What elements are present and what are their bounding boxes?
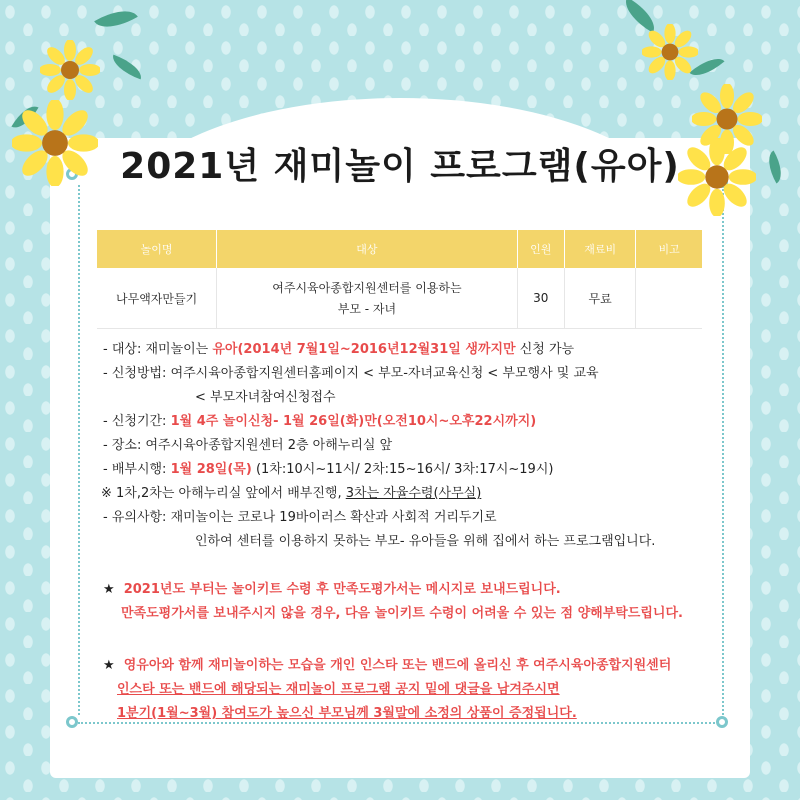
info-method-line2: < 부모자녀참여신청접수 (195, 390, 336, 405)
dotted-border-right (722, 185, 724, 715)
cell-program-name: 나무액자만들기 (97, 268, 217, 329)
notice2-text1: 영유아와 함께 재미놀이하는 모습을 개인 인스타 또는 밴드에 올리신 후 여주시육아종합지원센터 (123, 658, 672, 673)
info-period-highlight: 1월 4주 놀이신청- 1월 26일(화)만(오전10시~오후22시까지) (170, 414, 537, 429)
info-period (103, 410, 536, 429)
info-period-label: - 신청기간: (103, 414, 171, 429)
info-note-a: ※ 1차,2차는 아해누리실 앞에서 배부진행, (101, 486, 346, 501)
cell-target (217, 268, 517, 329)
info-dist-highlight: 1월 28일(목) (170, 462, 252, 477)
header-name: 놀이명 (97, 230, 217, 268)
cell-target-line2: 부모 - 자녀 (337, 302, 397, 316)
info-method: - 신청방법: 여주시육아종합지원센터홈페이지 < 부모-자녀교육신청 < 부모행사 및 교육 (103, 366, 599, 381)
header-fee: 재료비 (564, 230, 635, 268)
info-dist-tail: (1차:10시~11시/ 2차:15~16시/ 3차:17시~19시) (251, 462, 554, 477)
star-icon: ★ (103, 658, 115, 673)
header-target: 대상 (217, 230, 517, 268)
info-target (103, 338, 574, 357)
cell-note (636, 268, 702, 329)
leaf-decoration (94, 1, 138, 37)
cell-fee: 무료 (564, 268, 635, 329)
notice2-line2: 인스타 또는 밴드에 해당되는 재미놀이 프로그램 공지 밑에 댓글을 남겨주시면 (117, 682, 560, 697)
notice2-line1 (103, 654, 671, 673)
header-count: 인원 (517, 230, 564, 268)
ring-ornament (716, 716, 728, 728)
leaf-decoration (109, 55, 146, 80)
info-target-label: - 대상: 재미놀이는 (103, 342, 213, 357)
header-note: 비고 (636, 230, 702, 268)
sunflower-icon (40, 40, 100, 100)
cell-count: 30 (517, 268, 564, 329)
star-icon: ★ (103, 582, 115, 597)
cell-target-line1: 여주시육아종합지원센터를 이용하는 (272, 281, 462, 295)
info-distribution (103, 458, 553, 477)
info-caution: - 유의사항: 재미놀이는 코로나 19바이러스 확산과 사회적 거리두기로 (103, 510, 497, 525)
info-caution-line2: 인하여 센터를 이용하지 못하는 부모- 유아들을 위해 집에서 하는 프로그램입니다. (195, 534, 656, 549)
program-table (97, 230, 702, 329)
sunflower-icon (642, 24, 698, 80)
ring-ornament (66, 716, 78, 728)
info-target-tail: 신청 가능 (515, 342, 575, 357)
info-dist-label: - 배부시행: (103, 462, 171, 477)
notice1-text1: 2021년도 부터는 놀이키트 수령 후 만족도평가서는 메시지로 보내드립니다. (123, 582, 561, 597)
notice1-line1 (103, 578, 561, 597)
page-title: 2021년 재미놀이 프로그램(유아) (120, 146, 680, 187)
dotted-border-left (78, 185, 80, 715)
info-note (101, 482, 481, 501)
table-header-row (97, 230, 702, 268)
dotted-border-bottom (78, 722, 722, 724)
info-place: - 장소: 여주시육아종합지원센터 2층 아해누리실 앞 (103, 438, 393, 453)
table-row (97, 268, 702, 329)
info-target-highlight: 유아(2014년 7월1일~2016년12월31일 생까지만 (212, 342, 516, 357)
notice2-line3: 1분기(1월~3월) 참여도가 높으신 부모님께 3월말에 소정의 상품이 증정됩니다. (117, 706, 577, 721)
notice1-line2: 만족도평가서를 보내주시지 않을 경우, 다음 놀이키트 수령이 어려울 수 있는 점 양해부탁드립니다. (121, 606, 683, 621)
info-note-b: 3차는 자율수령(사무실) (345, 486, 482, 501)
